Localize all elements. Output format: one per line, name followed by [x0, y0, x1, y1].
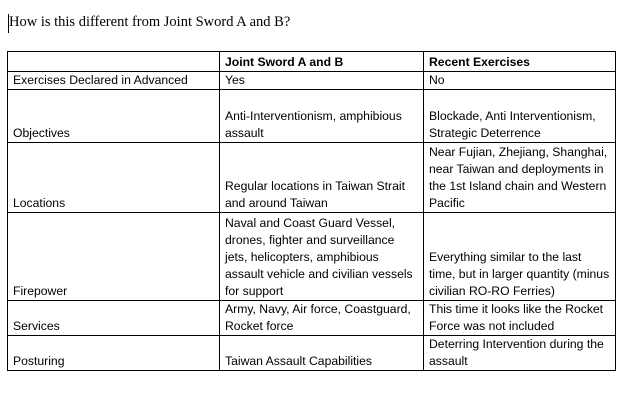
joint-sword-cell: Army, Navy, Air force, Coastguard, Rocket force — [220, 301, 424, 336]
recent-exercises-cell: Near Fujian, Zhejiang, Shanghai, near Taiwan and deployments in the 1st Island chain and Western Pacific — [424, 143, 616, 213]
row-label: Exercises Declared in Advanced — [8, 72, 220, 90]
row-label: Firepower — [8, 213, 220, 301]
recent-exercises-cell: Everything similar to the last time, but in larger quantity (minus civilian RO-RO Ferries) — [424, 213, 616, 301]
recent-exercises-cell: This time it looks like the Rocket Force was not included — [424, 301, 616, 336]
comparison-table — [7, 51, 616, 371]
recent-exercises-cell: No — [424, 72, 616, 90]
table-header-row — [8, 52, 616, 72]
table-row — [8, 90, 616, 143]
row-label: Services — [8, 301, 220, 336]
table-row — [8, 336, 616, 371]
table-row — [8, 143, 616, 213]
recent-exercises-cell: Blockade, Anti Interventionism, Strategic Deterrence — [424, 90, 616, 143]
row-label: Posturing — [8, 336, 220, 371]
joint-sword-cell: Yes — [220, 72, 424, 90]
table-row — [8, 213, 616, 301]
table-row — [8, 72, 616, 90]
joint-sword-cell: Taiwan Assault Capabilities — [220, 336, 424, 371]
joint-sword-cell: Anti-Interventionism, amphibious assault — [220, 90, 424, 143]
row-label: Locations — [8, 143, 220, 213]
table-row — [8, 301, 616, 336]
header-empty-cell — [8, 52, 220, 72]
recent-exercises-cell: Deterring Intervention during the assault — [424, 336, 616, 371]
question-heading: How is this different from Joint Sword A and B? — [9, 14, 291, 30]
header-recent-exercises: Recent Exercises — [424, 52, 616, 72]
row-label: Objectives — [8, 90, 220, 143]
header-joint-sword: Joint Sword A and B — [220, 52, 424, 72]
joint-sword-cell: Regular locations in Taiwan Strait and around Taiwan — [220, 143, 424, 213]
joint-sword-cell: Naval and Coast Guard Vessel, drones, fighter and surveillance jets, helicopters, amphibious assault vehicle and civilian vessels for support — [220, 213, 424, 301]
